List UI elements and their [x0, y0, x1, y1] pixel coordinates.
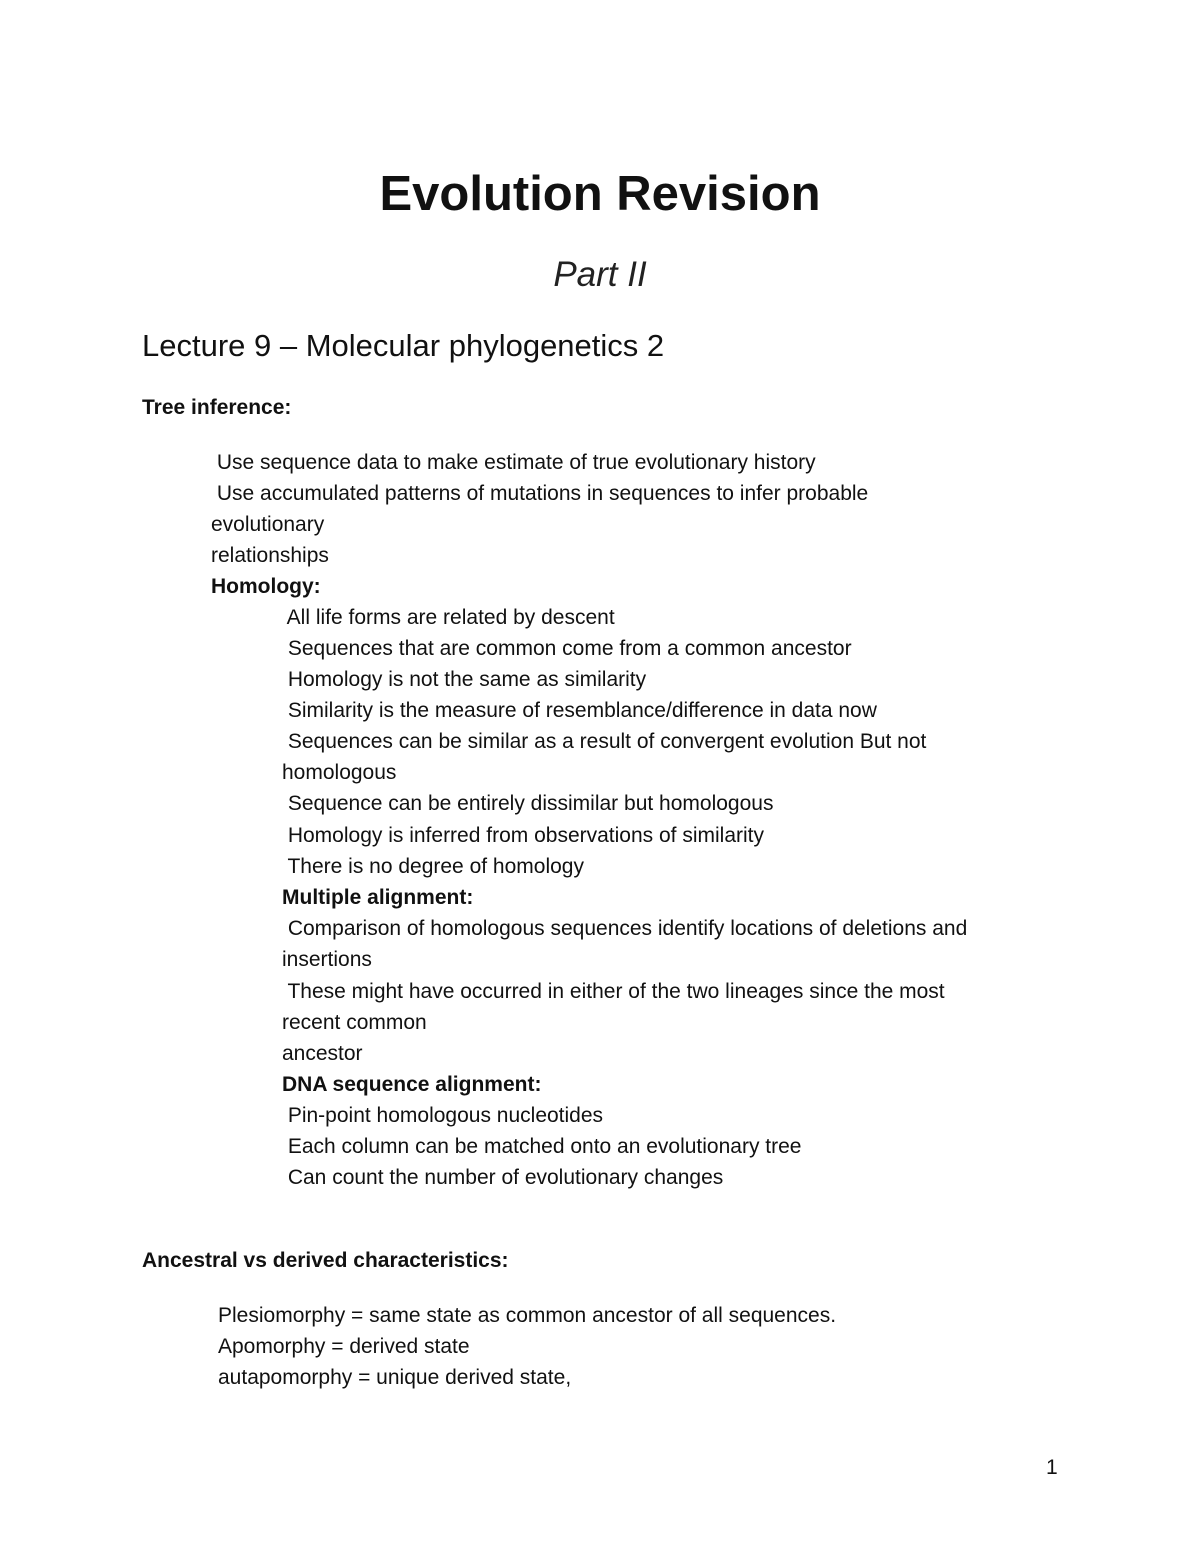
- document-title: Evolution Revision: [379, 167, 821, 221]
- tree-inference-line: evolutionary: [211, 513, 325, 536]
- multiple-alignment-line: ancestor: [282, 1042, 363, 1065]
- tree-inference-line: Use sequence data to make estimate of true evolutionary history: [211, 451, 816, 474]
- homology-line: Sequence can be entirely dissimilar but homologous: [282, 792, 774, 815]
- dna-alignment-line: Can count the number of evolutionary changes: [282, 1166, 724, 1189]
- tree-inference-line: Use accumulated patterns of mutations in sequences to infer probable: [211, 482, 869, 505]
- multiple-alignment-line: recent common: [282, 1011, 427, 1034]
- dna-alignment-heading: DNA sequence alignment:: [282, 1073, 542, 1096]
- homology-line: All life forms are related by descent: [282, 606, 615, 629]
- tree-inference-line: relationships: [211, 544, 329, 567]
- ancestral-line: Apomorphy = derived state: [218, 1335, 470, 1358]
- multiple-alignment-line: insertions: [282, 948, 372, 971]
- homology-line: There is no degree of homology: [282, 855, 584, 878]
- homology-line: Sequences can be similar as a result of convergent evolution But not: [282, 730, 927, 753]
- multiple-alignment-line: These might have occurred in either of the two lineages since the most: [282, 980, 945, 1003]
- homology-line: Similarity is the measure of resemblance/difference in data now: [282, 699, 877, 722]
- ancestral-heading: Ancestral vs derived characteristics:: [142, 1249, 509, 1272]
- dna-alignment-line: Pin-point homologous nucleotides: [282, 1104, 604, 1127]
- multiple-alignment-line: Comparison of homologous sequences identify locations of deletions and: [282, 917, 968, 940]
- homology-line: Sequences that are common come from a common ancestor: [282, 637, 852, 660]
- homology-line: homologous: [282, 761, 397, 784]
- document-subtitle: Part II: [553, 255, 647, 294]
- homology-heading: Homology:: [211, 575, 321, 598]
- homology-line: Homology is not the same as similarity: [282, 668, 647, 691]
- page-number: 1: [1046, 1456, 1058, 1479]
- dna-alignment-line: Each column can be matched onto an evolutionary tree: [282, 1135, 802, 1158]
- ancestral-line: Plesiomorphy = same state as common ancestor of all sequences.: [218, 1304, 837, 1327]
- homology-line: Homology is inferred from observations of similarity: [282, 824, 764, 847]
- multiple-alignment-heading: Multiple alignment:: [282, 886, 474, 909]
- ancestral-line: autapomorphy = unique derived state,: [218, 1366, 572, 1389]
- lecture-heading: Lecture 9 – Molecular phylogenetics 2: [142, 328, 665, 363]
- tree-inference-heading: Tree inference:: [142, 396, 292, 419]
